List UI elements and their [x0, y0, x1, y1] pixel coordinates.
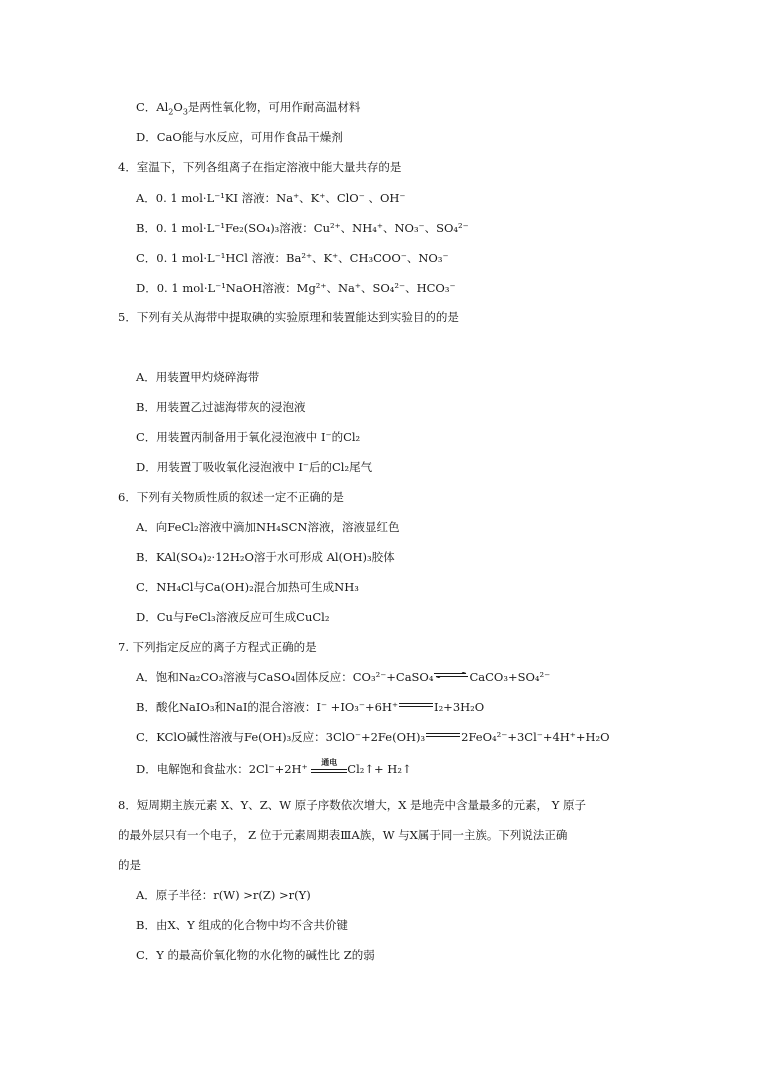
equation-right: Cl₂↑+ H₂↑	[347, 762, 412, 776]
q3-option-d: D．CaO能与水反应，可用作食品干燥剂	[136, 130, 343, 144]
q8-stem-line-3: 的是	[118, 858, 141, 872]
q6-option-a: A．向FeCl₂溶液中滴加NH₄SCN溶液，溶液显红色	[136, 520, 400, 534]
q6-option-d: D．Cu与FeCl₃溶液反应可生成CuCl₂	[136, 610, 330, 624]
q5-option-c: C．用装置丙制备用于氧化浸泡液中 I⁻的Cl₂	[136, 430, 361, 444]
q5-stem: 5．下列有关从海带中提取碘的实验原理和装置能达到实验目的的是	[118, 310, 459, 324]
q7-stem: 7. 下列指定反应的离子方程式正确的是	[118, 640, 317, 654]
q5-option-a: A．用装置甲灼烧碎海带	[136, 370, 260, 384]
q4-option-a: A．0. 1 mol·L⁻¹KI 溶液：Na⁺、K⁺、ClO⁻ 、OH⁻	[136, 191, 406, 205]
q8-option-c: C．Y 的最高价氧化物的水化物的碱性比 Z的弱	[136, 948, 375, 962]
q4-option-b: B．0. 1 mol·L⁻¹Fe₂(SO₄)₃溶液：Cu²⁺、NH₄⁺、NO₃⁻、SO₄²⁻	[136, 221, 469, 235]
q8-stem-line-1: 8．短周期主族元素 X、Y、Z、W 原子序数依次增大，X 是地壳中含量最多的元素， Y 原子	[118, 798, 586, 812]
q3-option-c: C．$Al_2O_3$是两性氧化物，可用作耐高温材料	[136, 100, 361, 117]
q6-option-b: B．KAl(SO₄)₂·12H₂O溶于水可形成 Al(OH)₃胶体	[136, 550, 395, 564]
equation-left: A．饱和Na₂CO₃溶液与CaSO₄固体反应：CO₃²⁻+CaSO₄	[136, 670, 434, 684]
q6-option-c: C．NH₄Cl与Ca(OH)₂混合加热可生成NH₃	[136, 580, 359, 594]
q4-stem: 4．室温下，下列各组离子在指定溶液中能大量共存的是	[118, 160, 402, 174]
reversible-arrow-icon	[434, 672, 468, 678]
q5-option-b: B．用装置乙过滤海带灰的浸泡液	[136, 400, 306, 414]
q8-stem-line-2: 的最外层只有一个电子， Z 位于元素周期表ⅢA族，W 与X属于同一主族。下列说法正确	[118, 828, 568, 842]
equals-sign-icon	[426, 732, 460, 738]
equation-right: CaCO₃+SO₄²⁻	[469, 670, 551, 684]
q8-option-b: B．由X、Y 组成的化合物中均不含共价键	[136, 918, 348, 932]
q7-option-a	[136, 669, 550, 685]
condition-label: 通电	[321, 757, 338, 767]
electrolysis-condition	[311, 757, 347, 773]
equation-left: C．KClO碱性溶液与Fe(OH)₃反应：3ClO⁻+2Fe(OH)₃	[136, 730, 426, 744]
q7-option-d	[136, 757, 412, 777]
equation-left: B．酸化NaIO₃和NaI的混合溶液：I⁻ +IO₃⁻+6H⁺	[136, 700, 399, 714]
q4-option-d: D．0. 1 mol·L⁻¹NaOH溶液：Mg²⁺、Na⁺、SO₄²⁻、HCO₃⁻	[136, 281, 456, 295]
q7-option-b	[136, 699, 484, 715]
equation-right: 2FeO₄²⁻+3Cl⁻+4H⁺+H₂O	[461, 730, 610, 744]
equation-left: D．电解饱和食盐水：2Cl⁻+2H⁺	[136, 762, 308, 776]
q4-option-c: C．0. 1 mol·L⁻¹HCl 溶液：Ba²⁺、K⁺、CH₃COO⁻、NO₃⁻	[136, 251, 449, 265]
equation-right: I₂+3H₂O	[434, 700, 485, 714]
q6-stem: 6．下列有关物质性质的叙述一定不正确的是	[118, 490, 344, 504]
q8-option-a: A．原子半径：r(W) >r(Z) >r(Y)	[136, 888, 311, 902]
q5-option-d: D．用装置丁吸收氧化浸泡液中 I⁻后的Cl₂尾气	[136, 460, 373, 474]
q7-option-c	[136, 729, 610, 745]
equals-sign-icon	[399, 702, 433, 708]
